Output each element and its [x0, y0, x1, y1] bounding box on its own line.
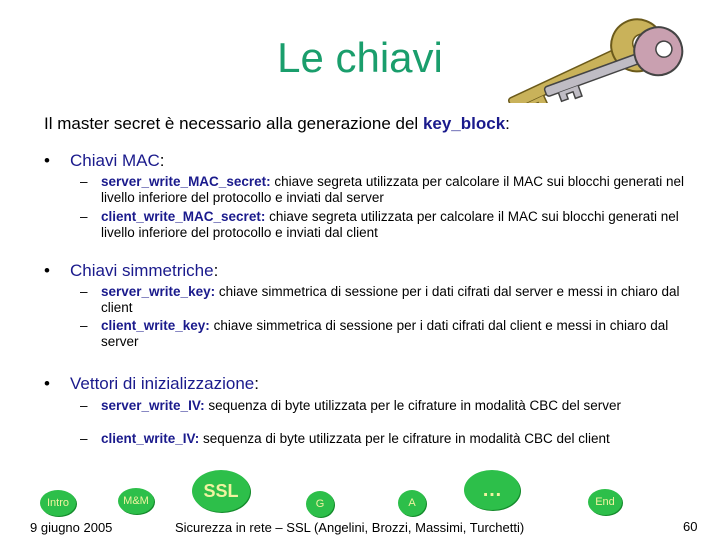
- nav-a-button[interactable]: A: [398, 490, 426, 516]
- bullet-label: Chiavi MAC:: [70, 151, 165, 170]
- nav-end-button[interactable]: End: [588, 489, 622, 515]
- footer-date: 9 giugno 2005: [30, 520, 113, 535]
- nav-mm-button[interactable]: M&M: [118, 488, 154, 514]
- page-number: 60: [683, 519, 698, 534]
- nav-intro-button[interactable]: Intro: [40, 490, 76, 516]
- bullet-label: Vettori di inizializzazione:: [70, 374, 259, 393]
- keys-icon: [480, 8, 705, 103]
- slide-title: Le chiavi: [277, 34, 443, 81]
- nav-more-button[interactable]: …: [464, 470, 520, 510]
- key-block-term: key_block: [422, 114, 506, 133]
- intro-text: Il master secret è necessario alla generazione del key_block:: [44, 114, 510, 133]
- nav-g-button[interactable]: G: [306, 491, 334, 517]
- nav-ssl-button[interactable]: SSL: [192, 470, 250, 512]
- footer-course: Sicurezza in rete – SSL (Angelini, Brozzi, Massimi, Turchetti): [175, 520, 525, 535]
- bullet-label: Chiavi simmetriche:: [70, 261, 219, 280]
